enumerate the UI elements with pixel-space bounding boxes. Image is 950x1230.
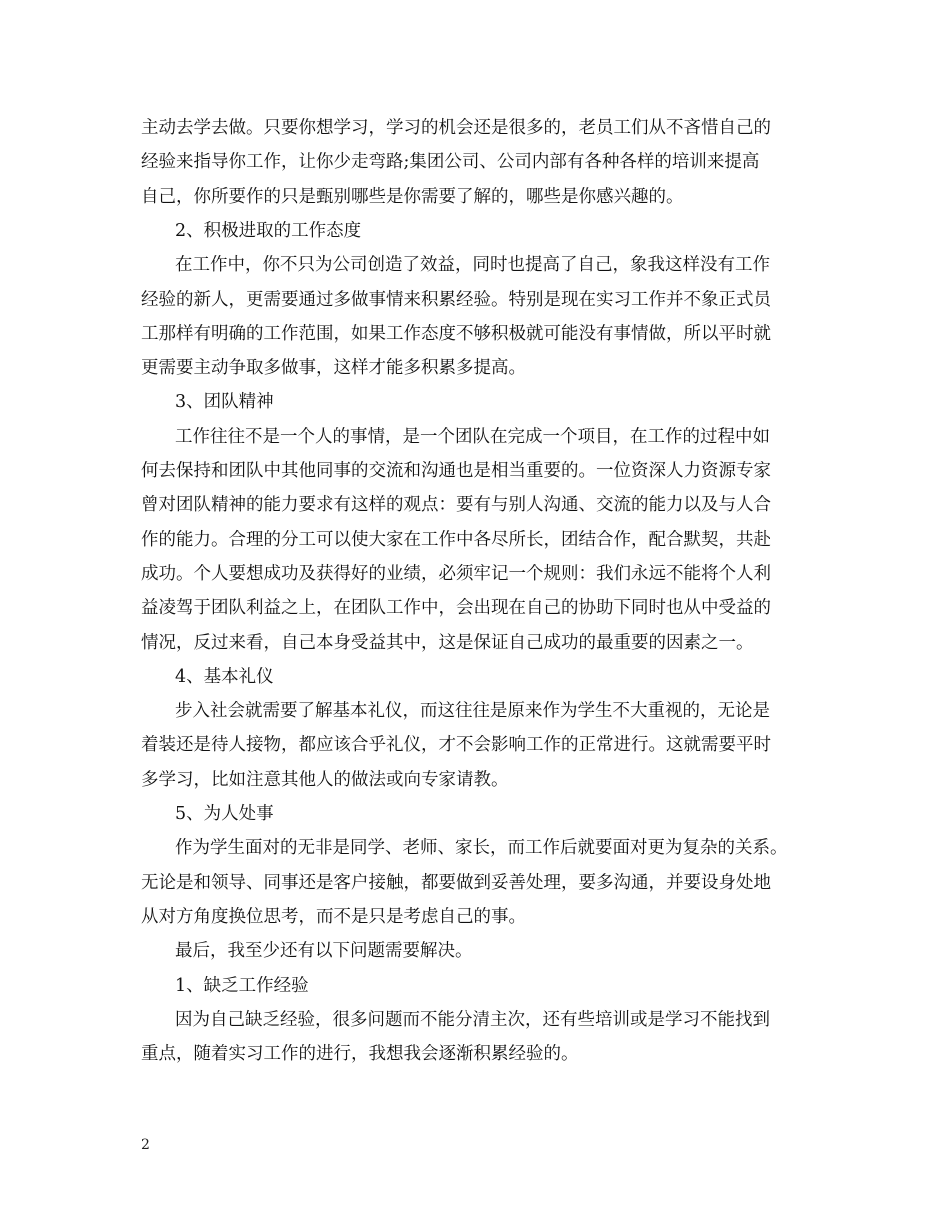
text-line: 何去保持和团队中其他同事的交流和沟通也是相当重要的。一位资深人力资源专家: [141, 461, 771, 481]
text-line: 益凌驾于团队利益之上，在团队工作中，会出现在自己的协助下同时也从中受益的: [141, 598, 771, 619]
text-line: 因为自己缺乏经验，很多问题而不能分清主次，还有些培训或是学习不能找到: [175, 1009, 770, 1030]
text-line: 成功。个人要想成功及获得好的业绩，必须牢记一个规则：我们永远不能将个人利: [141, 563, 771, 584]
text-line: 自己，你所要作的只是甄别哪些是你需要了解的，哪些是你感兴趣的。: [141, 186, 684, 207]
text-line: 最后，我至少还有以下问题需要解决。: [175, 941, 473, 962]
page-number: 2: [141, 1137, 150, 1153]
text-line: 2、积极进取的工作态度: [175, 220, 362, 241]
text-line: 着装还是待人接物，都应该合乎礼仪，才不会影响工作的正常进行。这就需要平时: [141, 735, 771, 756]
text-line: 主动去学去做。只要你想学习，学习的机会还是很多的，老员工们从不吝惜自己的: [141, 118, 771, 138]
text-line: 从对方角度换位思考，而不是只是考虑自己的事。: [141, 906, 526, 927]
text-line: 1、缺乏工作经验: [175, 975, 309, 996]
text-line: 4、基本礼仪: [175, 666, 274, 687]
text-line: 经验的新人，更需要通过多做事情来积累经验。特别是现在实习工作并不象正式员: [141, 289, 771, 310]
text-line: 重点，随着实习工作的进行，我想我会逐渐积累经验的。: [141, 1044, 579, 1065]
text-line: 3、团队精神: [175, 392, 274, 413]
text-line: 更需要主动争取多做事，这样才能多积累多提高。: [141, 358, 526, 379]
text-line: 步入社会就需要了解基本礼仪，而这往往是原来作为学生不大重视的，无论是: [175, 701, 770, 722]
text-line: 无论是和领导、同事还是客户接触，都要做到妥善处理，要多沟通，并要设身处地: [141, 872, 771, 893]
text-line: 5、为人处事: [175, 804, 274, 824]
text-line: 作的能力。合理的分工可以使大家在工作中各尽所长，团结合作，配合默契，共赴: [141, 529, 771, 550]
text-line: 在工作中，你不只为公司创造了效益，同时也提高了自己，象我这样没有工作: [175, 255, 770, 276]
text-line: 作为学生面对的无非是同学、老师、家长，而工作后就要面对更为复杂的关系。: [175, 838, 788, 859]
text-line: 多学习，比如注意其他人的做法或向专家请教。: [141, 769, 509, 790]
text-line: 经验来指导你工作，让你少走弯路;集团公司、公司内部有各种各样的培训来提高: [141, 152, 760, 173]
text-line: 曾对团队精神的能力要求有这样的观点：要有与别人沟通、交流的能力以及与人合: [141, 495, 771, 516]
text-line: 情况，反过来看，自己本身受益其中，这是保证自己成功的最重要的因素之一。: [141, 632, 754, 653]
text-line: 工作往往不是一个人的事情，是一个团队在完成一个项目，在工作的过程中如: [175, 426, 770, 447]
text-line: 工那样有明确的工作范围，如果工作态度不够积极就可能没有事情做，所以平时就: [141, 323, 771, 344]
